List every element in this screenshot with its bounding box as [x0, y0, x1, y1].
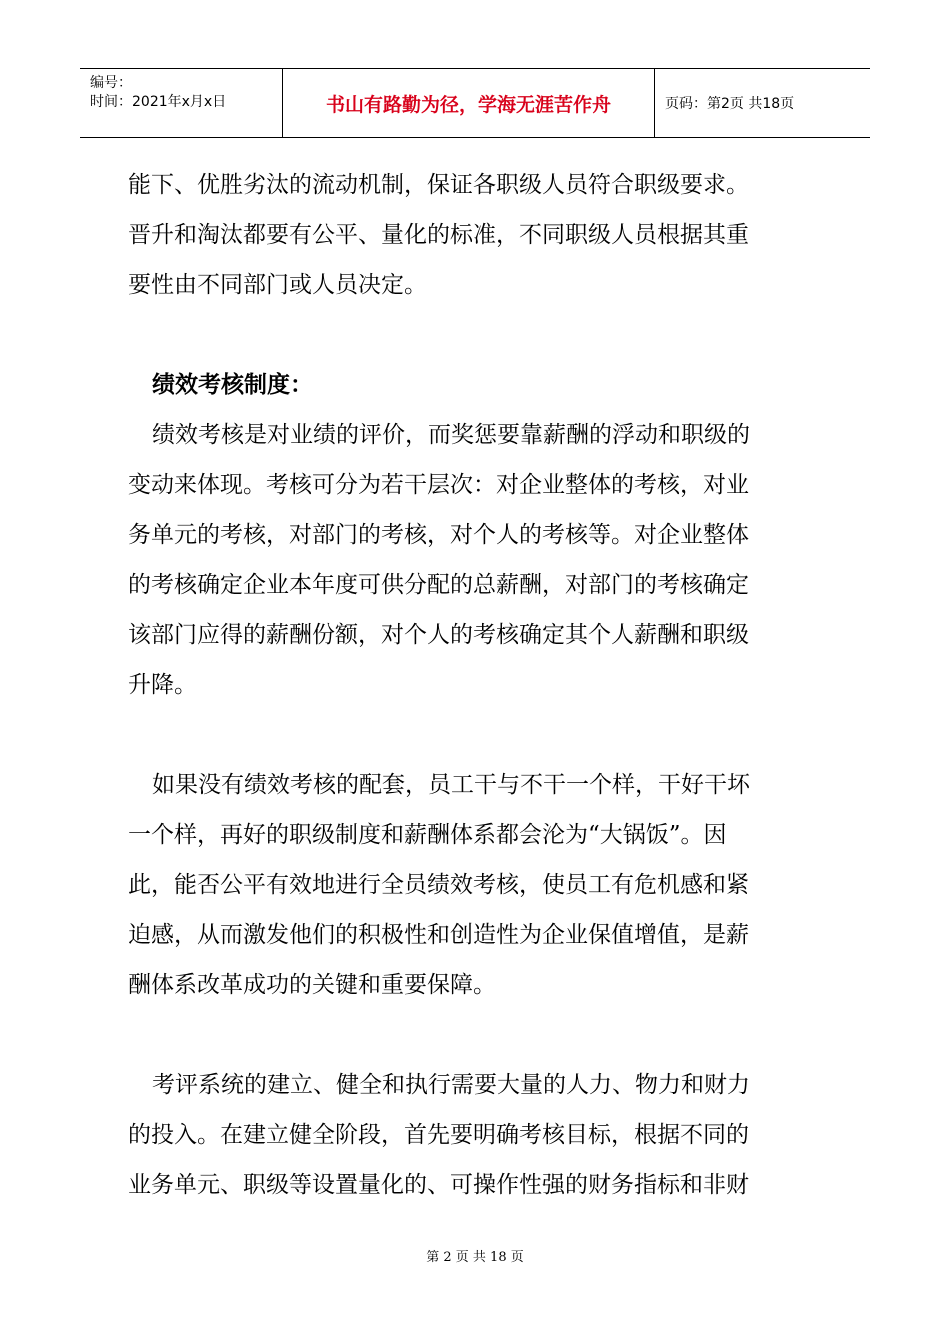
body-line: 此，能否公平有效地进行全员绩效考核，使员工有危机感和紧: [128, 872, 749, 898]
body-line: 升降。: [128, 672, 197, 698]
header-page-cell: [655, 69, 870, 137]
body-line: 如果没有绩效考核的配套，员工干与不干一个样，干好干坏: [152, 772, 750, 798]
body-line: 业务单元、职级等设置量化的、可操作性强的财务指标和非财: [128, 1172, 749, 1198]
body-line: 能下、优胜劣汰的流动机制，保证各职级人员符合职级要求。: [128, 172, 749, 198]
body-line: 考评系统的建立、健全和执行需要大量的人力、物力和财力: [152, 1072, 750, 1098]
document-number-label: 编号：: [90, 75, 132, 91]
body-line: 一个样，再好的职级制度和薪酬体系都会沦为“大锅饭”。因: [128, 822, 727, 848]
body-line: 晋升和淘汰都要有公平、量化的标准，不同职级人员根据其重: [128, 222, 749, 248]
page-footer: 第 2 页 共 18 页: [426, 1250, 524, 1265]
body-line: 的考核确定企业本年度可供分配的总薪酬，对部门的考核确定: [128, 572, 749, 598]
body-line: 绩效考核是对业绩的评价，而奖惩要靠薪酬的浮动和职级的: [152, 422, 750, 448]
body-line: 务单元的考核，对部门的考核，对个人的考核等。对企业整体: [128, 522, 749, 548]
document-time-label: 时间：2021年x月x日: [90, 94, 227, 110]
header-motto: 书山有路勤为径，学海无涯苦作舟: [325, 93, 611, 116]
section-heading: 绩效考核制度：: [152, 372, 313, 398]
body-line: 该部门应得的薪酬份额，对个人的考核确定其个人薪酬和职级: [128, 622, 749, 648]
header-motto-cell: [283, 69, 655, 137]
body-line: 迫感，从而激发他们的积极性和创造性为企业保值增值，是薪: [128, 922, 749, 948]
body-line: 酬体系改革成功的关键和重要保障。: [128, 972, 496, 998]
body-line: 的投入。在建立健全阶段，首先要明确考核目标，根据不同的: [128, 1122, 749, 1148]
document-header: [80, 68, 870, 138]
body-line: 要性由不同部门或人员决定。: [128, 272, 427, 298]
header-page-info: 页码：第2页 共18页: [665, 96, 795, 112]
body-line: 变动来体现。考核可分为若干层次：对企业整体的考核，对业: [128, 472, 749, 498]
header-meta-cell: [80, 69, 283, 137]
